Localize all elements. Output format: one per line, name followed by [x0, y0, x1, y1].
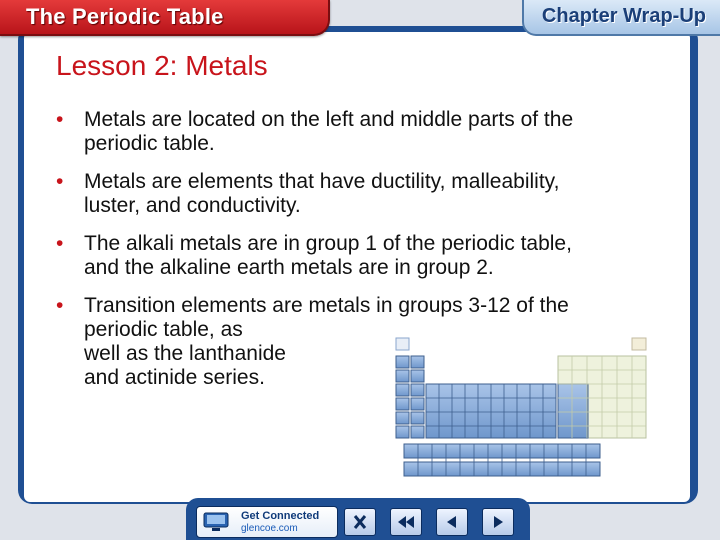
get-connected-url[interactable]: glencoe.com — [241, 523, 298, 534]
group-2-cells — [411, 356, 424, 438]
first-icon — [394, 512, 418, 532]
close-icon — [348, 512, 372, 532]
close-button[interactable] — [344, 508, 376, 536]
header-tab-left — [0, 0, 330, 36]
bullet-item — [56, 232, 656, 280]
bullet-text: Metals are elements that have ductility, malleability, luster, and conductivity. — [84, 170, 560, 217]
computer-icon — [203, 512, 229, 532]
bullet-text: Metals are located on the left and middle parts of the periodic table. — [84, 108, 574, 155]
header-right-title: Chapter Wrap-Up — [541, 5, 706, 27]
bullet-item — [56, 108, 656, 156]
next-button[interactable] — [482, 508, 514, 536]
next-icon — [486, 512, 510, 532]
lesson-title: Lesson 2: Metals — [56, 50, 268, 81]
bullet-dot: • — [56, 232, 64, 255]
first-button[interactable] — [390, 508, 422, 536]
p-block — [558, 338, 646, 438]
lanthanide-actinide-rows — [404, 444, 600, 476]
group-1-cells — [396, 338, 409, 438]
transition-metals-block — [426, 384, 556, 438]
periodic-table-image — [394, 332, 652, 482]
header-tab-right[interactable] — [522, 0, 720, 36]
bullet-dot: • — [56, 170, 64, 193]
get-connected-button[interactable] — [196, 506, 338, 538]
bullet-text: Transition elements are metals in groups 3-12 of the periodic table, as well as the lanthanide and actinide series. — [84, 294, 569, 389]
previous-button[interactable] — [436, 508, 468, 536]
previous-icon — [440, 512, 464, 532]
bullet-dot: • — [56, 108, 64, 131]
header-left-title: The Periodic Table — [26, 4, 224, 29]
get-connected-title: Get Connected — [241, 510, 320, 522]
bullet-dot: • — [56, 294, 64, 317]
bullet-item — [56, 170, 656, 218]
bullet-text: The alkali metals are in group 1 of the periodic table, and the alkaline earth metals are in group 2. — [84, 232, 572, 279]
